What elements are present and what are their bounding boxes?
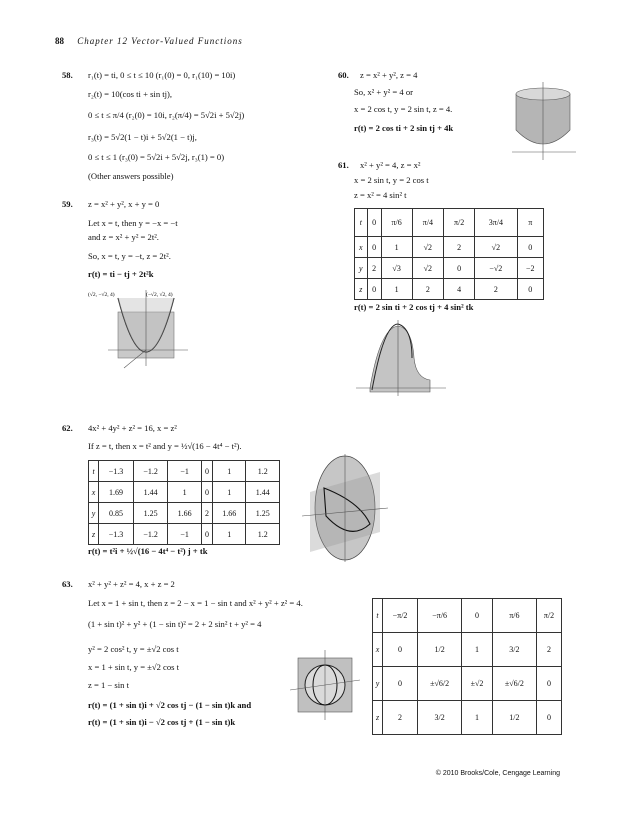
table-cell: t — [89, 461, 99, 482]
p62-table-header — [89, 461, 280, 482]
table-cell: 0 — [201, 524, 212, 545]
p60-line-2: So, x² + y² = 4 or — [354, 87, 414, 97]
table-cell: 0 — [517, 237, 543, 258]
table-cell: 0 — [517, 279, 543, 300]
problem-63-number: 63. — [62, 579, 73, 589]
table-cell: 1 — [168, 482, 201, 503]
table-cell: y — [373, 667, 383, 701]
table-cell: √3 — [381, 258, 412, 279]
p60-line-3: x = 2 cos t, y = 2 sin t, z = 4. — [354, 104, 453, 114]
p63-line-2: Let x = 1 + sin t, then z = 2 − x = 1 − sin t and x² + y² + z² = 4. — [88, 598, 303, 608]
p62-line-2: If z = t, then x = t² and y = ½√(16 − 4t⁴ − t²). — [88, 441, 242, 451]
table-cell: −1.3 — [99, 461, 134, 482]
p62-table-row-z — [89, 524, 280, 545]
table-cell: z — [89, 524, 99, 545]
p60-line-1: z = x² + y², z = 4 — [360, 70, 418, 80]
table-cell: −1.3 — [99, 524, 134, 545]
table-cell: 3/2 — [492, 633, 536, 667]
p63-table-header — [373, 599, 562, 633]
table-cell: 0 — [367, 209, 381, 237]
p58-line-5: 0 ≤ t ≤ 1 (r₃(0) = 5√2i + 5√2j, r₃(1) = 0) — [88, 152, 225, 162]
p61-table-header — [355, 209, 544, 237]
p58-line-1: r₁(t) = ti, 0 ≤ t ≤ 10 (r₁(0) = 0, r₁(10) = 10i) — [88, 70, 236, 80]
table-cell: √2 — [412, 237, 443, 258]
table-cell: x — [89, 482, 99, 503]
table-cell: ±√6/2 — [492, 667, 536, 701]
table-cell: 0.85 — [99, 503, 134, 524]
p60-graph — [508, 80, 578, 166]
table-cell: π/2 — [537, 599, 562, 633]
table-cell: 2 — [367, 258, 381, 279]
p63-result-2: r(t) = (1 + sin t)i − √2 cos tj + (1 − sin t)k — [88, 717, 236, 727]
table-cell: y — [355, 258, 368, 279]
p59-graph — [88, 286, 208, 372]
table-cell: 2 — [537, 633, 562, 667]
table-cell: 1 — [462, 633, 492, 667]
p62-table-row-y — [89, 503, 280, 524]
p59-line-4: So, x = t, y = −t, z = 2t². — [88, 251, 171, 261]
table-cell: 0 — [537, 701, 562, 735]
table-cell: π — [517, 209, 543, 237]
table-cell: 2 — [383, 701, 418, 735]
p59-line-3: and z = x² + y² = 2t². — [88, 232, 159, 242]
p61-line-3: z = x² = 4 sin² t — [354, 190, 407, 200]
table-cell: 2 — [443, 237, 474, 258]
table-cell: x — [373, 633, 383, 667]
table-cell: 1 — [462, 701, 492, 735]
table-cell: 2 — [475, 279, 517, 300]
table-cell: 1.66 — [213, 503, 246, 524]
table-cell: 1.2 — [246, 461, 280, 482]
p63-graph — [290, 650, 360, 720]
p63-line-4: y² = 2 cos² t, y = ±√2 cos t — [88, 644, 179, 654]
chapter-title: Chapter 12 Vector-Valued Functions — [77, 36, 243, 46]
table-cell: 1.69 — [99, 482, 134, 503]
table-cell: 4 — [443, 279, 474, 300]
p61-result: r(t) = 2 sin ti + 2 cos tj + 4 sin² tk — [354, 302, 474, 312]
table-cell: 0 — [383, 633, 418, 667]
table-cell: 0 — [443, 258, 474, 279]
p62-graph — [300, 452, 390, 564]
table-cell: 1.2 — [246, 524, 280, 545]
table-cell: −π/2 — [383, 599, 418, 633]
p61-line-2: x = 2 sin t, y = 2 cos t — [354, 175, 429, 185]
p63-line-1: x² + y² + z² = 4, x + z = 2 — [88, 579, 175, 589]
table-cell: x — [355, 237, 368, 258]
table-cell: t — [373, 599, 383, 633]
problem-61-number: 61. — [338, 160, 349, 170]
table-cell: 1.44 — [246, 482, 280, 503]
p63-table-row-z — [373, 701, 562, 735]
table-cell: −√2 — [475, 258, 517, 279]
table-cell: 1 — [381, 237, 412, 258]
p63-result-1: r(t) = (1 + sin t)i + √2 cos tj − (1 − sin t)k and — [88, 700, 252, 710]
p59-point-label-2: (−√2, √2, 4) — [146, 292, 173, 298]
table-cell: 3π/4 — [475, 209, 517, 237]
p63-table-row-x — [373, 633, 562, 667]
problem-58-number: 58. — [62, 70, 73, 80]
table-cell: π/2 — [443, 209, 474, 237]
p58-line-6: (Other answers possible) — [88, 171, 174, 181]
p63-table — [372, 598, 562, 735]
table-cell: ±√2 — [462, 667, 492, 701]
copyright-footer: © 2010 Brooks/Cole, Cengage Learning — [435, 770, 560, 777]
table-cell: ±√6/2 — [418, 667, 462, 701]
table-cell: 1 — [213, 482, 246, 503]
p62-table-row-x — [89, 482, 280, 503]
page-header — [55, 36, 243, 46]
table-cell: 0 — [462, 599, 492, 633]
table-cell: π/6 — [492, 599, 536, 633]
table-cell: 0 — [383, 667, 418, 701]
p63-line-6: z = 1 − sin t — [88, 680, 129, 690]
table-cell: 1/2 — [418, 633, 462, 667]
table-cell: −1.2 — [133, 461, 168, 482]
table-cell: 2 — [201, 503, 212, 524]
p62-result: r(t) = t²i + ½√(16 − 4t⁴ − t²) j + tk — [88, 546, 208, 556]
problem-59-number: 59. — [62, 199, 73, 209]
p62-line-1: 4x² + 4y² + z² = 16, x = z² — [88, 423, 177, 433]
p61-table-row-z — [355, 279, 544, 300]
table-cell: 2 — [412, 279, 443, 300]
table-cell: 1 — [213, 461, 246, 482]
table-cell: 0 — [201, 482, 212, 503]
p63-line-5: x = 1 + sin t, y = ±√2 cos t — [88, 662, 180, 672]
p59-line-2: Let x = t, then y = −x = −t — [88, 218, 178, 228]
p63-line-3: (1 + sin t)² + y² + (1 − sin t)² = 2 + 2 sin² t + y² = 4 — [88, 619, 262, 629]
table-cell: −1 — [168, 461, 201, 482]
table-cell: 1.44 — [133, 482, 168, 503]
p63-table-row-y — [373, 667, 562, 701]
table-cell: −2 — [517, 258, 543, 279]
p62-table — [88, 460, 280, 545]
table-cell: 3/2 — [418, 701, 462, 735]
p59-line-1: z = x² + y², x + y = 0 — [88, 199, 160, 209]
page-number: 88 — [55, 36, 64, 46]
problem-60-number: 60. — [338, 70, 349, 80]
p61-line-1: x² + y² = 4, z = x² — [360, 160, 421, 170]
table-cell: z — [355, 279, 368, 300]
p58-line-4: r₃(t) = 5√2(1 − t)i + 5√2(1 − t)j, — [88, 132, 197, 142]
table-cell: π/4 — [412, 209, 443, 237]
table-cell: 0 — [201, 461, 212, 482]
table-cell: z — [373, 701, 383, 735]
table-cell: 1/2 — [492, 701, 536, 735]
p58-line-3: 0 ≤ t ≤ π/4 (r₂(0) = 10i, r₂(π/4) = 5√2i + 5√2j) — [88, 110, 245, 120]
table-cell: 1.25 — [133, 503, 168, 524]
p61-table — [354, 208, 544, 300]
p60-result: r(t) = 2 cos ti + 2 sin tj + 4k — [354, 123, 454, 133]
table-cell: 0 — [367, 237, 381, 258]
table-cell: 1 — [381, 279, 412, 300]
table-cell: 1.25 — [246, 503, 280, 524]
table-cell: −1.2 — [133, 524, 168, 545]
table-cell: 0 — [367, 279, 381, 300]
table-cell: −π/6 — [418, 599, 462, 633]
table-cell: y — [89, 503, 99, 524]
table-cell: 1 — [213, 524, 246, 545]
p61-graph — [350, 318, 450, 398]
table-cell: t — [355, 209, 368, 237]
table-cell: π/6 — [381, 209, 412, 237]
p61-table-row-y — [355, 258, 544, 279]
p59-result: r(t) = ti − tj + 2t²k — [88, 269, 154, 279]
table-cell: 0 — [537, 667, 562, 701]
problem-62-number: 62. — [62, 423, 73, 433]
table-cell: √2 — [412, 258, 443, 279]
p58-line-2: r₂(t) = 10(cos ti + sin tj), — [88, 89, 173, 99]
p59-point-label-1: (√2, −√2, 4) — [88, 292, 115, 298]
table-cell: √2 — [475, 237, 517, 258]
table-cell: 1.66 — [168, 503, 201, 524]
table-cell: −1 — [168, 524, 201, 545]
p61-table-row-x — [355, 237, 544, 258]
